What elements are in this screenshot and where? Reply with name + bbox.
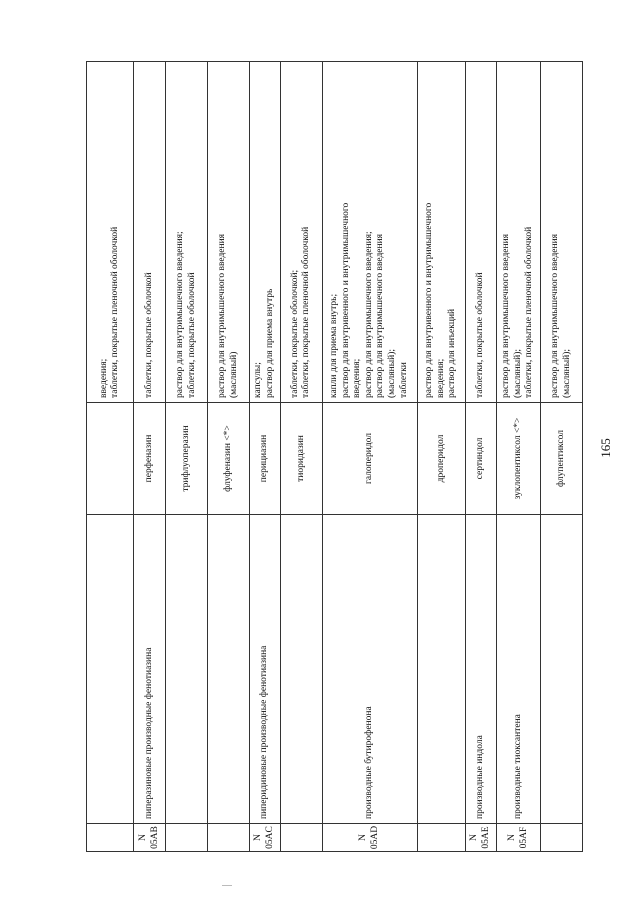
dosage-form-line: раствор для внутривенного и внутримышечного	[423, 202, 434, 398]
table-row	[497, 62, 541, 852]
atc-code-cell	[166, 824, 208, 852]
dosage-form-line: раствор для приема внутрь	[264, 288, 275, 398]
drug-name-cell: трифлуоперазин	[166, 403, 208, 515]
atc-code-cell	[87, 824, 134, 852]
dosage-forms-cell	[249, 62, 280, 403]
dosage-forms-cell	[87, 62, 134, 403]
drug-name-cell: флупентиксол	[541, 403, 583, 515]
dosage-form-line: раствор для внутримышечного введения	[501, 233, 512, 398]
dosage-form-line: таблетки, покрытые пленочной оболочкой	[524, 226, 535, 398]
dosage-forms-cell	[541, 62, 583, 403]
dosage-form-line: раствор для внутримышечного введения	[216, 233, 227, 398]
dosage-forms-cell	[280, 62, 322, 403]
table-row	[466, 62, 497, 852]
group-cell	[541, 515, 583, 824]
table-row	[249, 62, 280, 852]
table-row	[166, 62, 208, 852]
drug-table-body	[87, 62, 583, 852]
dosage-forms-cell	[497, 62, 541, 403]
atc-code-cell: N 05AE	[466, 824, 497, 852]
dosage-form-line: таблетки, покрытые оболочкой	[144, 272, 155, 398]
dosage-form-line: таблетки, покрытые оболочкой	[186, 272, 197, 398]
atc-code-cell: N 05AF	[497, 824, 541, 852]
dosage-form-line: таблетки, покрытые оболочкой;	[289, 269, 300, 398]
group-cell	[166, 515, 208, 824]
atc-code-cell: N 05AD	[322, 824, 417, 852]
atc-code-cell: N 05AC	[249, 824, 280, 852]
dosage-forms-cell	[417, 62, 465, 403]
dosage-form-line: раствор для внутримышечного введения	[549, 233, 560, 398]
table-row	[208, 62, 250, 852]
dosage-forms-cell	[166, 62, 208, 403]
dosage-forms-cell	[208, 62, 250, 403]
drug-table	[86, 61, 583, 852]
drug-name-cell: зуклопентиксол <*>	[497, 403, 541, 515]
group-cell	[280, 515, 322, 824]
drug-name-cell: тиоридазин	[280, 403, 322, 515]
page-number: 165	[597, 438, 613, 458]
dosage-form-line: таблетки, покрытые пленочной оболочкой	[301, 226, 312, 398]
group-cell: производные индола	[466, 515, 497, 824]
table-row	[134, 62, 166, 852]
dosage-forms-cell	[134, 62, 166, 403]
dosage-form-line: (масляный);	[387, 348, 398, 398]
group-cell	[417, 515, 465, 824]
dosage-form-line: (масляный);	[512, 348, 523, 398]
dosage-form-line: раствор для внутривенного и внутримышечного	[340, 202, 351, 398]
atc-code-cell	[280, 824, 322, 852]
dosage-form-line: раствор для внутримышечного введения;	[363, 231, 374, 398]
group-cell	[208, 515, 250, 824]
dosage-form-line: капсулы;	[253, 362, 264, 398]
atc-code-cell	[208, 824, 250, 852]
dosage-form-line: раствор для инъекций	[447, 308, 458, 398]
drug-name-cell: перфеназин	[134, 403, 166, 515]
scan-mark	[222, 885, 232, 886]
dosage-form-line: (масляный)	[228, 351, 239, 398]
dosage-form-line: таблетки, покрытые пленочной оболочкой	[110, 226, 121, 398]
drug-name-cell: перициазин	[249, 403, 280, 515]
table-row	[87, 62, 134, 852]
dosage-forms-cell	[322, 62, 417, 403]
rotated-page	[86, 62, 583, 852]
dosage-form-line: раствор для внутримышечного введения;	[175, 231, 186, 398]
dosage-form-line: введения;	[435, 358, 446, 398]
group-cell: производные бутирофенона	[322, 515, 417, 824]
table-row	[322, 62, 417, 852]
group-cell: производные тиоксантена	[497, 515, 541, 824]
drug-name-cell: галоперидол	[322, 403, 417, 515]
drug-name-cell: флуфеназин <*>	[208, 403, 250, 515]
group-cell: пиперидиновые производные фенотиазина	[249, 515, 280, 824]
dosage-form-line: капли для приема внутрь;	[329, 293, 340, 398]
dosage-form-line: таблетки, покрытые оболочкой	[475, 272, 486, 398]
dosage-forms-cell	[466, 62, 497, 403]
group-cell: пиперазиновые производные фенотиазина	[134, 515, 166, 824]
group-cell	[87, 515, 134, 824]
dosage-form-line: таблетки	[398, 362, 409, 398]
atc-code-cell	[541, 824, 583, 852]
atc-code-cell: N 05AB	[134, 824, 166, 852]
table-row	[417, 62, 465, 852]
dosage-form-line: раствор для внутримышечного введения	[375, 233, 386, 398]
dosage-form-line: введения;	[352, 358, 363, 398]
table-row	[541, 62, 583, 852]
drug-name-cell: сертиндол	[466, 403, 497, 515]
atc-code-cell	[417, 824, 465, 852]
table-row	[280, 62, 322, 852]
dosage-form-line: (масляный);	[561, 348, 572, 398]
drug-name-cell	[87, 403, 134, 515]
dosage-form-line: введения;	[98, 358, 109, 398]
drug-name-cell: дроперидол	[417, 403, 465, 515]
